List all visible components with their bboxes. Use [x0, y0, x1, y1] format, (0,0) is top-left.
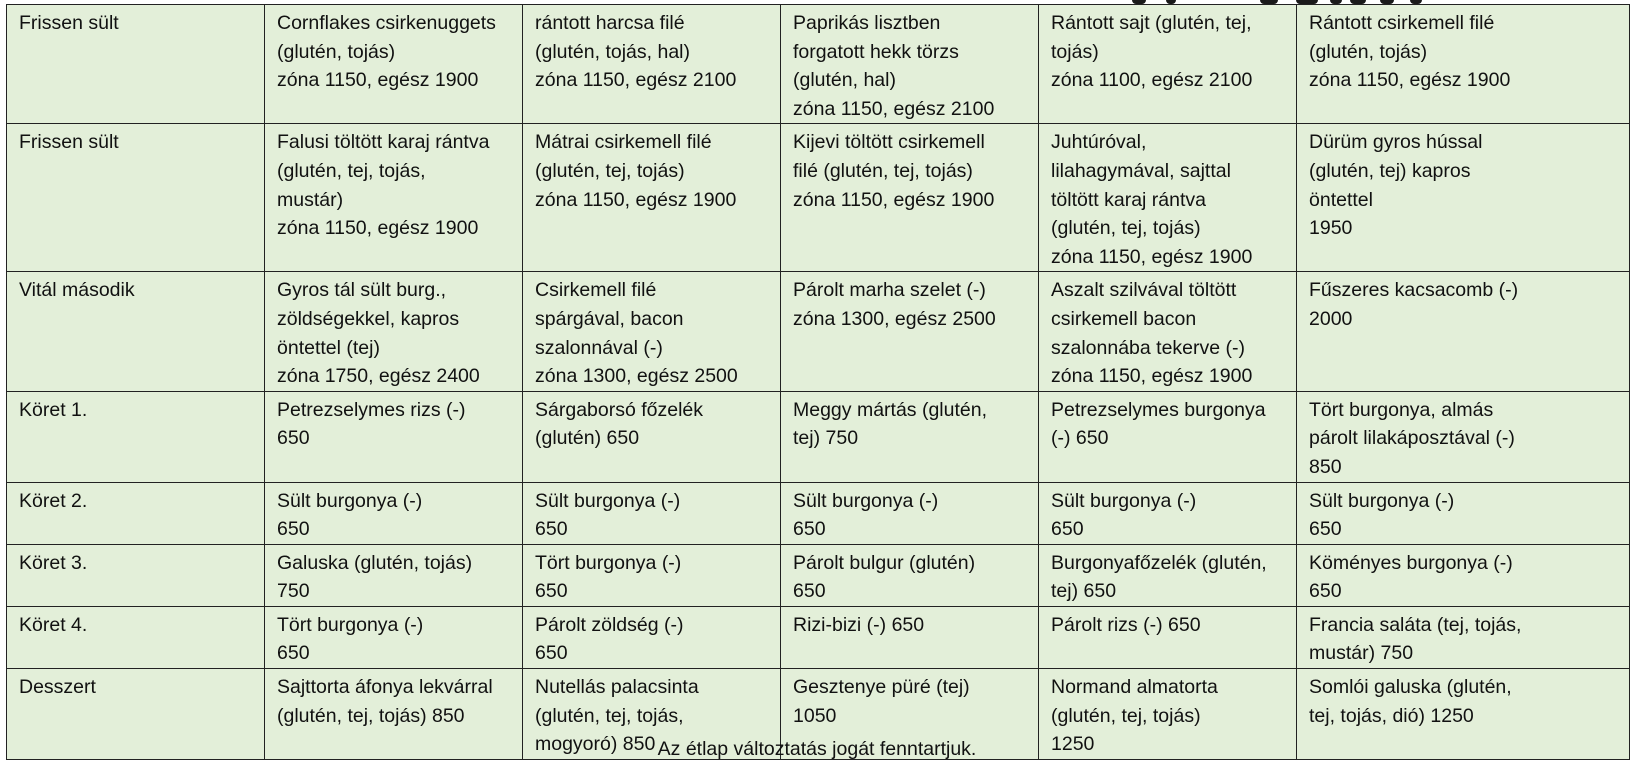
row-label: Köret 1. — [7, 391, 265, 482]
menu-row-frissen-sult-2 — [7, 124, 1630, 272]
row-label: Köret 4. — [7, 606, 265, 668]
menu-cell: Tört burgonya (-) 650 — [523, 544, 781, 606]
menu-cell: Galuska (glutén, tojás) 750 — [265, 544, 523, 606]
menu-cell: Somlói galuska (glutén, tej, tojás, dió) 1250 — [1297, 669, 1630, 760]
menu-cell: Rántott sajt (glutén, tej, tojás) zóna 1100, egész 2100 — [1039, 5, 1297, 124]
menu-cell: Párolt zöldség (-) 650 — [523, 606, 781, 668]
row-label: Frissen sült — [7, 124, 265, 272]
menu-disclaimer: Az étlap változtatás jogát fenntartjuk. — [657, 738, 977, 760]
menu-cell: Kijevi töltött csirkemell filé (glutén, tej, tojás) zóna 1150, egész 1900 — [781, 124, 1039, 272]
menu-cell: Sült burgonya (-) 650 — [781, 482, 1039, 544]
menu-cell: Tört burgonya (-) 650 — [265, 606, 523, 668]
menu-cell: Sárgaborsó főzelék (glutén) 650 — [523, 391, 781, 482]
menu-cell: Mátrai csirkemell filé (glutén, tej, tojás) zóna 1150, egész 1900 — [523, 124, 781, 272]
menu-cell: Tört burgonya, almás párolt lilakáposztával (-) 850 — [1297, 391, 1630, 482]
menu-cell: Petrezselymes rizs (-) 650 — [265, 391, 523, 482]
menu-row-frissen-sult-1 — [7, 5, 1630, 124]
menu-cell: Gyros tál sült burg., zöldségekkel, kapros öntettel (tej) zóna 1750, egész 2400 — [265, 272, 523, 391]
menu-cell: Dürüm gyros hússal (glutén, tej) kapros öntettel 1950 — [1297, 124, 1630, 272]
menu-cell: Fűszeres kacsacomb (-) 2000 — [1297, 272, 1630, 391]
menu-cell: Burgonyafőzelék (glutén, tej) 650 — [1039, 544, 1297, 606]
menu-cell: Gesztenye püré (tej) 1050 — [781, 669, 1039, 760]
menu-cell: Paprikás lisztben forgatott hekk törzs (glutén, hal) zóna 1150, egész 2100 — [781, 5, 1039, 124]
menu-cell: Sült burgonya (-) 650 — [1039, 482, 1297, 544]
menu-cell: Francia saláta (tej, tojás, mustár) 750 — [1297, 606, 1630, 668]
menu-cell: Sajttorta áfonya lekvárral (glutén, tej, tojás) 850 — [265, 669, 523, 760]
menu-cell: Rizi-bizi (-) 650 — [781, 606, 1039, 668]
weekly-menu-table — [6, 4, 1630, 760]
row-label: Köret 2. — [7, 482, 265, 544]
menu-cell: rántott harcsa filé (glutén, tojás, hal) zóna 1150, egész 2100 — [523, 5, 781, 124]
row-label: Desszert — [7, 669, 265, 760]
menu-cell: Juhtúróval, lilahagymával, sajttal töltött karaj rántva (glutén, tej, tojás) zóna 1150, egész 1900 — [1039, 124, 1297, 272]
menu-cell: Aszalt szilvával töltött csirkemell bacon szalonnába tekerve (-) zóna 1150, egész 1900 — [1039, 272, 1297, 391]
menu-cell: Sült burgonya (-) 650 — [523, 482, 781, 544]
menu-cell: Párolt marha szelet (-) zóna 1300, egész 2500 — [781, 272, 1039, 391]
menu-cell: Nutellás palacsinta (glutén, tej, tojás, mogyoró) 850 — [523, 669, 781, 760]
menu-cell: Csirkemell filé spárgával, bacon szalonnával (-) zóna 1300, egész 2500 — [523, 272, 781, 391]
menu-cell: Párolt bulgur (glutén) 650 — [781, 544, 1039, 606]
row-label: Vitál második — [7, 272, 265, 391]
menu-cell: Normand almatorta (glutén, tej, tojás) 1250 — [1039, 669, 1297, 760]
menu-row-vital-masodik — [7, 272, 1630, 391]
menu-cell: Párolt rizs (-) 650 — [1039, 606, 1297, 668]
menu-row-koret-4 — [7, 606, 1630, 668]
menu-row-koret-3 — [7, 544, 1630, 606]
menu-cell: Sült burgonya (-) 650 — [265, 482, 523, 544]
menu-cell: Rántott csirkemell filé (glutén, tojás) zóna 1150, egész 1900 — [1297, 5, 1630, 124]
row-label: Frissen sült — [7, 5, 265, 124]
menu-cell: Cornflakes csirkenuggets (glutén, tojás) zóna 1150, egész 1900 — [265, 5, 523, 124]
menu-cell: Köményes burgonya (-) 650 — [1297, 544, 1630, 606]
menu-row-koret-2 — [7, 482, 1630, 544]
menu-row-koret-1 — [7, 391, 1630, 482]
row-label: Köret 3. — [7, 544, 265, 606]
menu-cell: Sült burgonya (-) 650 — [1297, 482, 1630, 544]
menu-cell: Meggy mártás (glutén, tej) 750 — [781, 391, 1039, 482]
menu-cell: Falusi töltött karaj rántva (glutén, tej, tojás, mustár) zóna 1150, egész 1900 — [265, 124, 523, 272]
menu-cell: Petrezselymes burgonya (-) 650 — [1039, 391, 1297, 482]
